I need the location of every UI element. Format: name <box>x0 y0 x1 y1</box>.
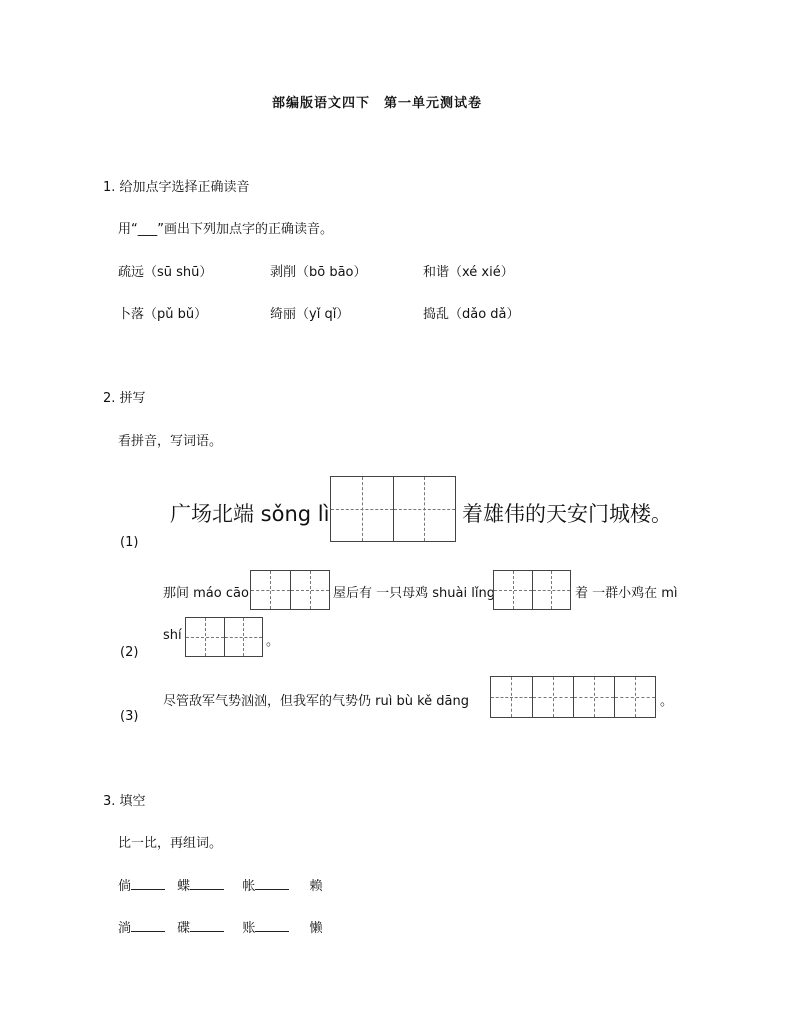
writing-cell[interactable] <box>532 571 570 609</box>
compare-char: 蝶 <box>177 879 191 894</box>
section-2-heading: 2. 拼写 <box>103 391 146 406</box>
q3-number: (3) <box>120 709 139 724</box>
writing-cell[interactable] <box>224 618 262 656</box>
page-title: 部编版语文四下 第一单元测试卷 <box>272 96 483 111</box>
writing-cell[interactable] <box>186 618 224 656</box>
q2-end-mark: 。 <box>266 634 280 649</box>
answer-blank[interactable] <box>190 919 224 932</box>
compare-char: 倘 <box>118 879 132 894</box>
compare-char: 懒 <box>309 921 323 936</box>
q3-text: 尽管敌军气势汹汹，但我军的气势仍 ruì bù kě dāng <box>163 694 469 709</box>
pinyin-choice[interactable]: 和谐（xé xié） <box>423 265 514 280</box>
q2-text-3: 着 一群小鸡在 mì <box>575 586 678 601</box>
q3-writing-grid[interactable] <box>490 676 656 718</box>
pinyin-choice[interactable]: 疏远（sū shū） <box>118 265 213 280</box>
writing-cell[interactable] <box>331 477 393 541</box>
q2-writing-grid-3[interactable] <box>185 617 263 657</box>
compare-char: 账 <box>242 921 256 936</box>
compare-char: 帐 <box>242 879 256 894</box>
answer-blank[interactable] <box>131 877 165 890</box>
writing-cell[interactable] <box>251 571 290 609</box>
section-1-instruction: 用“___”画出下列加点字的正确读音。 <box>118 222 333 237</box>
answer-blank[interactable] <box>131 919 165 932</box>
q1-text-after: 着雄伟的天安门城楼。 <box>462 502 672 526</box>
answer-blank[interactable] <box>190 877 224 890</box>
writing-cell[interactable] <box>614 677 655 717</box>
answer-blank[interactable] <box>255 919 289 932</box>
section-1-heading: 1. 给加点字选择正确读音 <box>103 180 250 195</box>
q2-writing-grid-1[interactable] <box>250 570 330 610</box>
writing-cell[interactable] <box>573 677 614 717</box>
compare-char: 碟 <box>177 921 191 936</box>
compare-char: 赖 <box>309 879 323 894</box>
writing-cell[interactable] <box>532 677 573 717</box>
answer-blank[interactable] <box>255 877 289 890</box>
q2-text-1: 那间 máo cāo <box>163 586 249 601</box>
section-3-heading: 3. 填空 <box>103 794 146 809</box>
compare-char: 淌 <box>118 921 132 936</box>
writing-cell[interactable] <box>494 571 532 609</box>
q1-number: (1) <box>120 535 139 550</box>
section-3-instruction: 比一比，再组词。 <box>118 836 223 851</box>
q3-end-mark: 。 <box>660 694 674 709</box>
q1-writing-grid[interactable] <box>330 476 456 542</box>
pinyin-choice[interactable]: 绮丽（yǐ qǐ） <box>270 307 350 322</box>
q2-text-4: shí <box>163 628 182 643</box>
pinyin-choice[interactable]: 捣乱（dǎo dǎ） <box>423 307 520 322</box>
writing-cell[interactable] <box>393 477 455 541</box>
writing-cell[interactable] <box>290 571 329 609</box>
writing-cell[interactable] <box>491 677 532 717</box>
q1-text-before: 广场北端 sǒng lì <box>170 502 330 526</box>
q2-text-2: 屋后有 一只母鸡 shuài lǐng <box>333 586 495 601</box>
q2-number: (2) <box>120 645 139 660</box>
pinyin-choice[interactable]: 卜落（pǔ bǔ） <box>118 307 208 322</box>
section-2-instruction: 看拼音，写词语。 <box>118 434 223 449</box>
pinyin-choice[interactable]: 剥削（bō bāo） <box>270 265 367 280</box>
q2-writing-grid-2[interactable] <box>493 570 571 610</box>
compare-row-1 <box>118 875 322 894</box>
compare-row-2 <box>118 917 322 936</box>
